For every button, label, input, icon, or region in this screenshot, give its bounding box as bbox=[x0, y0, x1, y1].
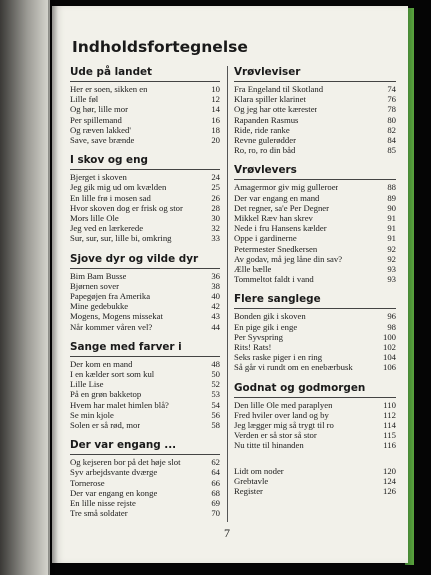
toc-entry-page: 124 bbox=[382, 475, 396, 486]
toc-entry-title: Ride, ride ranke bbox=[234, 124, 290, 135]
toc-entry-page: 92 bbox=[387, 243, 396, 254]
section-heading: Flere sanglege bbox=[234, 293, 396, 309]
toc-entry bbox=[234, 135, 396, 145]
toc-entry-page: 18 bbox=[211, 124, 220, 135]
toc-entry-page: 106 bbox=[382, 362, 396, 373]
toc-entry-title: Jeg ved en lærkerede bbox=[70, 223, 144, 234]
toc-entry-title: En lille frø i mosen sad bbox=[70, 192, 151, 203]
toc-entry-page: 62 bbox=[211, 457, 220, 468]
toc-entry bbox=[234, 352, 396, 362]
toc-entry-title: Oppe i gardinerne bbox=[234, 233, 297, 244]
toc-entry-title: Nede i fru Hansens kælder bbox=[234, 223, 327, 234]
toc-entry bbox=[70, 84, 220, 94]
toc-entry-title: Bim Bam Busse bbox=[70, 270, 127, 281]
toc-entry-page: 42 bbox=[211, 301, 220, 312]
toc-section bbox=[70, 439, 220, 518]
left-column bbox=[70, 66, 220, 528]
toc-entry-page: 102 bbox=[382, 342, 396, 353]
section-heading: Sange med farver i bbox=[70, 341, 220, 357]
toc-entry-title: I en kælder sort som kul bbox=[70, 369, 155, 380]
toc-entry-page: 64 bbox=[211, 467, 220, 478]
toc-entry-title: På en grøn bakketop bbox=[70, 389, 142, 400]
section-heading: Ude på landet bbox=[70, 66, 220, 82]
toc-entry bbox=[70, 359, 220, 369]
toc-entry-page: 44 bbox=[211, 321, 220, 332]
toc-entry-page: 93 bbox=[387, 274, 396, 285]
toc-entry bbox=[70, 478, 220, 488]
toc-entry-title: Papegøjen fra Amerika bbox=[70, 291, 151, 302]
toc-entry-title: Ælle bælle bbox=[234, 264, 272, 275]
contents-page bbox=[52, 6, 408, 563]
toc-entry-page: 56 bbox=[211, 409, 220, 420]
toc-entry-page: 96 bbox=[387, 311, 396, 322]
toc-entry bbox=[234, 274, 396, 284]
toc-entry bbox=[70, 379, 220, 389]
toc-entry-title: Bjørnen sover bbox=[70, 280, 119, 291]
toc-entry bbox=[70, 233, 220, 243]
toc-entry-page: 110 bbox=[383, 399, 396, 410]
toc-entry-title: Se min kjole bbox=[70, 409, 114, 420]
toc-entry-page: 53 bbox=[211, 389, 220, 400]
right-column bbox=[234, 66, 396, 496]
toc-entry-title: Grebtavle bbox=[234, 475, 269, 486]
toc-entry bbox=[70, 223, 220, 233]
toc-entry bbox=[70, 488, 220, 498]
toc-entry bbox=[70, 213, 220, 223]
toc-entry bbox=[234, 264, 396, 274]
toc-entry-page: 120 bbox=[382, 465, 396, 476]
toc-entry bbox=[70, 508, 220, 518]
toc-entry-page: 126 bbox=[382, 486, 396, 497]
toc-entry-title: Petermester Snedkersen bbox=[234, 243, 318, 254]
toc-entry-title: En lille nisse rejste bbox=[70, 498, 136, 509]
toc-entry bbox=[234, 182, 396, 192]
toc-entry-title: Lille føl bbox=[70, 94, 99, 105]
toc-entry bbox=[70, 311, 220, 321]
toc-entry-page: 54 bbox=[211, 399, 220, 410]
toc-entry-title: Hvor skoven dog er frisk og stor bbox=[70, 202, 183, 213]
toc-entry bbox=[234, 213, 396, 223]
toc-entry-title: Mikkel Ræv han skrev bbox=[234, 213, 313, 224]
toc-entry bbox=[70, 281, 220, 291]
toc-entry-page: 32 bbox=[211, 223, 220, 234]
toc-entry-page: 58 bbox=[211, 420, 220, 431]
section-heading: Godnat og godmorgen bbox=[234, 382, 396, 398]
toc-entry bbox=[234, 430, 396, 440]
toc-entry bbox=[70, 271, 220, 281]
toc-entry-title: En pige gik i enge bbox=[234, 321, 298, 332]
toc-entry-page: 85 bbox=[387, 145, 396, 156]
toc-entry-title: Jeg gik mig ud om kvælden bbox=[70, 182, 167, 193]
toc-entry-title: Tornerose bbox=[70, 477, 105, 488]
section-heading: Sjove dyr og vilde dyr bbox=[70, 253, 220, 269]
toc-entry-title: Den lille Ole med paraplyen bbox=[234, 399, 333, 410]
toc-entry-page: 24 bbox=[211, 172, 220, 183]
toc-entry-title: Revne gulerødder bbox=[234, 135, 296, 146]
toc-entry-title: Og hør, lille mor bbox=[70, 104, 129, 115]
toc-entry bbox=[234, 94, 396, 104]
toc-entry-page: 10 bbox=[211, 84, 220, 94]
toc-entry bbox=[234, 104, 396, 114]
toc-entry-title: Lille Lise bbox=[70, 379, 104, 390]
toc-entry-page: 38 bbox=[211, 280, 220, 291]
toc-entry-page: 93 bbox=[387, 264, 396, 275]
toc-entry bbox=[234, 486, 396, 496]
toc-entry bbox=[70, 125, 220, 135]
toc-entry-title: Av godav, må jeg låne din sav? bbox=[234, 253, 343, 264]
toc-entry-title: Solen er så rød, mor bbox=[70, 420, 141, 431]
toc-entry-page: 98 bbox=[387, 321, 396, 332]
toc-entry bbox=[234, 145, 396, 155]
toc-entry-title: Tre små soldater bbox=[70, 508, 128, 519]
toc-entry-title: Mogens, Mogens missekat bbox=[70, 311, 163, 322]
toc-entry bbox=[234, 440, 396, 450]
toc-entry-title: Per spillemand bbox=[70, 114, 122, 125]
toc-entry bbox=[234, 223, 396, 233]
toc-entry-page: 70 bbox=[211, 508, 220, 519]
toc-entry-page: 69 bbox=[211, 498, 220, 509]
toc-entry-title: Lidt om noder bbox=[234, 465, 284, 476]
toc-entry-title: Tommeltot faldt i vand bbox=[234, 274, 314, 285]
toc-entry-page: 16 bbox=[211, 114, 220, 125]
toc-entry bbox=[234, 400, 396, 410]
toc-entry bbox=[234, 203, 396, 213]
toc-entry-page: 26 bbox=[211, 192, 220, 203]
toc-entry-title: Der kom en mand bbox=[70, 358, 133, 369]
toc-entry-title: Rapanden Rasmus bbox=[234, 114, 299, 125]
toc-entry-title: Når kommer våren vel? bbox=[70, 321, 153, 332]
toc-entry bbox=[234, 420, 396, 430]
toc-entry-page: 25 bbox=[211, 182, 220, 193]
toc-entry bbox=[234, 115, 396, 125]
toc-entry bbox=[234, 311, 396, 321]
toc-entry bbox=[70, 182, 220, 192]
toc-entry bbox=[234, 362, 396, 372]
section-heading: I skov og eng bbox=[70, 154, 220, 170]
toc-entry-title: Register bbox=[234, 486, 263, 497]
toc-entry bbox=[70, 172, 220, 182]
toc-entry bbox=[70, 322, 220, 332]
toc-entry-page: 68 bbox=[211, 487, 220, 498]
toc-section bbox=[234, 382, 396, 451]
toc-entry bbox=[70, 104, 220, 114]
toc-entry-title: Jeg lægger mig så trygt til ro bbox=[234, 420, 334, 431]
toc-entry bbox=[70, 369, 220, 379]
toc-entry-page: 50 bbox=[211, 369, 220, 380]
spine-shadow bbox=[48, 0, 58, 575]
toc-entry-title: Amagermor giv mig gulleroer bbox=[234, 182, 339, 193]
toc-entry-page: 91 bbox=[387, 223, 396, 234]
toc-entry-title: Her er soen, sikken en bbox=[70, 84, 148, 94]
toc-entry-page: 91 bbox=[387, 213, 396, 224]
toc-entry-page: 114 bbox=[383, 420, 396, 431]
toc-entry-page: 88 bbox=[387, 182, 396, 193]
toc-entry-title: Mine gedebukke bbox=[70, 301, 129, 312]
toc-entry-page: 89 bbox=[387, 192, 396, 203]
toc-entry bbox=[234, 125, 396, 135]
toc-entry bbox=[70, 203, 220, 213]
toc-entry-page: 33 bbox=[211, 233, 220, 244]
column-divider bbox=[227, 66, 228, 522]
toc-entry-page: 104 bbox=[382, 352, 396, 363]
toc-entry-page: 52 bbox=[211, 379, 220, 390]
toc-entry-page: 36 bbox=[211, 270, 220, 281]
section-heading: Vrøvleviser bbox=[234, 66, 396, 82]
toc-entry-page: 112 bbox=[383, 409, 396, 420]
toc-entry-title: Nu titte til hinanden bbox=[234, 440, 304, 451]
toc-entry-page: 90 bbox=[387, 202, 396, 213]
toc-entry bbox=[70, 301, 220, 311]
toc-entry-page: 82 bbox=[387, 124, 396, 135]
toc-entry bbox=[70, 498, 220, 508]
toc-entry bbox=[70, 420, 220, 430]
toc-entry-page: 66 bbox=[211, 477, 220, 488]
toc-entry bbox=[234, 410, 396, 420]
toc-entry-page: 74 bbox=[387, 84, 396, 94]
toc-section bbox=[234, 293, 396, 372]
toc-entry-page: 116 bbox=[383, 440, 396, 451]
toc-entry-page: 92 bbox=[387, 253, 396, 264]
toc-entry-page: 80 bbox=[387, 114, 396, 125]
toc-entry bbox=[234, 466, 396, 476]
toc-section bbox=[234, 164, 396, 284]
page-number: 7 bbox=[224, 526, 230, 540]
toc-entry bbox=[70, 467, 220, 477]
toc-section bbox=[234, 66, 396, 155]
toc-entry-page: 100 bbox=[382, 331, 396, 342]
toc-entry-title: Sur, sur, sur, lille bi, omkring bbox=[70, 233, 172, 244]
toc-entry bbox=[234, 332, 396, 342]
toc-section bbox=[70, 253, 220, 332]
toc-entry bbox=[234, 233, 396, 243]
toc-entry-page: 78 bbox=[387, 104, 396, 115]
facing-page-edge bbox=[0, 0, 50, 575]
toc-entry bbox=[234, 342, 396, 352]
toc-entry-title: Verden er så stor så stor bbox=[234, 430, 317, 441]
toc-appendix-list bbox=[234, 466, 396, 497]
toc-entry-title: Fra Engeland til Skotland bbox=[234, 84, 324, 94]
toc-section bbox=[70, 341, 220, 430]
toc-entry-title: Ro, ro, ro din båd bbox=[234, 145, 296, 156]
toc-entry-title: Fred hviler over land og by bbox=[234, 409, 329, 420]
toc-entry bbox=[70, 457, 220, 467]
toc-entry bbox=[234, 322, 396, 332]
toc-entry bbox=[234, 84, 396, 94]
toc-entry-page: 40 bbox=[211, 291, 220, 302]
toc-entry bbox=[70, 389, 220, 399]
toc-entry bbox=[70, 193, 220, 203]
toc-entry-title: Og kejseren bor på det høje slot bbox=[70, 457, 181, 468]
page-title: Indholdsfortegnelse bbox=[72, 38, 248, 56]
toc-entry-page: 28 bbox=[211, 202, 220, 213]
toc-entry-title: Der var engang en konge bbox=[70, 487, 158, 498]
toc-entry-title: Og ræven lakked' bbox=[70, 124, 131, 135]
toc-entry-page: 43 bbox=[211, 311, 220, 322]
toc-entry bbox=[70, 115, 220, 125]
toc-entry-title: Seks raske piger i en ring bbox=[234, 352, 323, 363]
toc-entry-title: Rits! Rats! bbox=[234, 342, 272, 353]
toc-entry bbox=[234, 244, 396, 254]
toc-entry-page: 14 bbox=[211, 104, 220, 115]
toc-entry-title: Hvem har malet himlen blå? bbox=[70, 399, 169, 410]
toc-section bbox=[70, 66, 220, 145]
toc-entry-title: Save, save brænde bbox=[70, 135, 135, 146]
toc-entry bbox=[234, 476, 396, 486]
section-heading: Der var engang ... bbox=[70, 439, 220, 455]
toc-entry bbox=[234, 193, 396, 203]
toc-section bbox=[70, 154, 220, 243]
toc-entry-page: 20 bbox=[211, 135, 220, 146]
toc-entry-title: Bonden gik i skoven bbox=[234, 311, 306, 322]
toc-entry-title: Per Syvspring bbox=[234, 331, 283, 342]
toc-entry bbox=[70, 94, 220, 104]
toc-entry-page: 12 bbox=[211, 94, 220, 105]
section-heading: Vrøvlevers bbox=[234, 164, 396, 180]
toc-entry-title: Bjerget i skoven bbox=[70, 172, 127, 183]
toc-entry-page: 48 bbox=[211, 358, 220, 369]
toc-entry bbox=[70, 400, 220, 410]
toc-entry-page: 84 bbox=[387, 135, 396, 146]
toc-entry-title: Så går vi rundt om en enebærbusk bbox=[234, 362, 353, 373]
toc-entry-title: Og jeg har otte kærester bbox=[234, 104, 318, 115]
toc-entry-page: 91 bbox=[387, 233, 396, 244]
toc-entry-title: Der var engang en mand bbox=[234, 192, 320, 203]
toc-entry bbox=[70, 291, 220, 301]
toc-entry-title: Mors lille Ole bbox=[70, 213, 119, 224]
toc-entry-page: 30 bbox=[211, 213, 220, 224]
toc-entry bbox=[70, 135, 220, 145]
toc-entry bbox=[70, 410, 220, 420]
toc-entry-title: Det regner, sa'e Per Degner bbox=[234, 202, 330, 213]
toc-entry-title: Klara spiller klarinet bbox=[234, 94, 306, 105]
toc-entry-page: 76 bbox=[387, 94, 396, 105]
toc-entry-title: Syv arbejdsvante dværge bbox=[70, 467, 158, 478]
toc-entry bbox=[234, 254, 396, 264]
toc-entry-page: 115 bbox=[383, 430, 396, 441]
